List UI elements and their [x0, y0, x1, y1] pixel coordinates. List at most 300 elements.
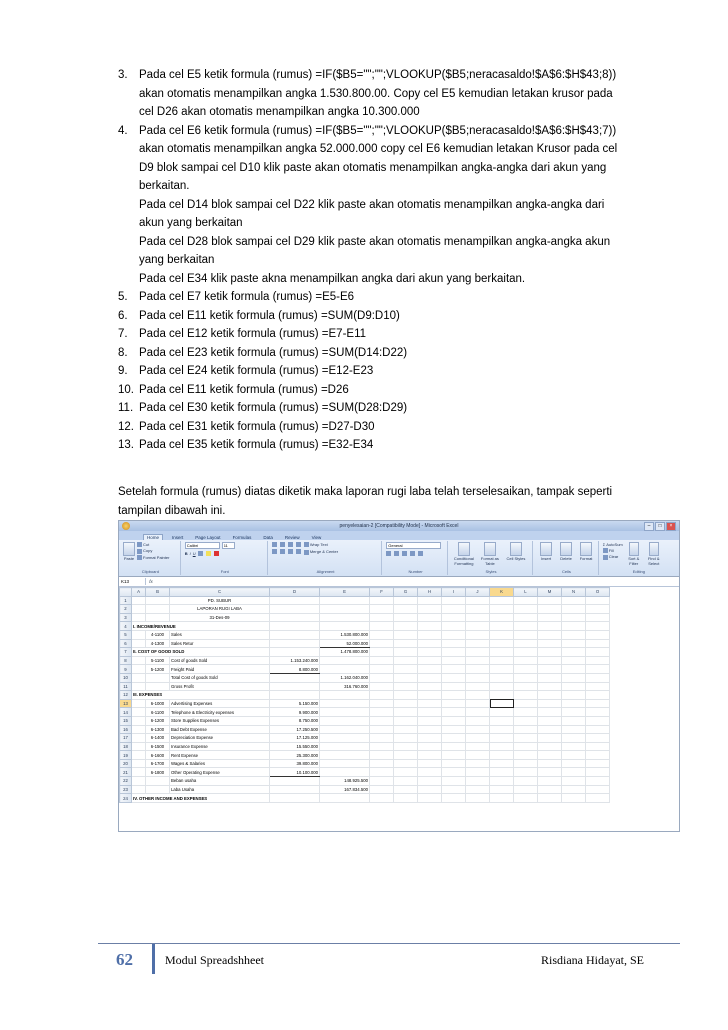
cell[interactable] [442, 768, 466, 777]
cell[interactable] [442, 716, 466, 725]
cell[interactable] [442, 734, 466, 743]
cell[interactable] [514, 794, 538, 803]
cell-amount-e[interactable]: 167.834.500 [320, 785, 370, 794]
cell[interactable] [514, 716, 538, 725]
cut-button[interactable] [137, 542, 169, 547]
cell[interactable] [490, 630, 514, 639]
tab-formulas[interactable]: Formulas [232, 535, 252, 540]
cell[interactable] [394, 794, 418, 803]
cell-amount-e[interactable] [320, 605, 370, 614]
cell[interactable] [490, 785, 514, 794]
cell[interactable] [132, 768, 146, 777]
cell[interactable] [418, 691, 442, 700]
cell-amount-d[interactable] [270, 785, 320, 794]
paste-button[interactable]: Paste [123, 556, 135, 561]
cell[interactable] [418, 734, 442, 743]
cell[interactable] [538, 716, 562, 725]
row-header[interactable]: 9 [120, 665, 132, 674]
comma-icon[interactable] [402, 551, 407, 556]
cell-amount-d[interactable] [270, 605, 320, 614]
cell[interactable] [538, 673, 562, 682]
cell-description[interactable]: Freight Paid [170, 665, 270, 674]
row-header[interactable]: 13 [120, 699, 132, 708]
cell[interactable] [370, 605, 394, 614]
cell[interactable] [586, 785, 610, 794]
cell[interactable] [586, 613, 610, 622]
cell-amount-d[interactable]: 25.300.000 [270, 751, 320, 760]
cell-account-code[interactable]: 4-1100 [146, 630, 170, 639]
cell[interactable] [586, 673, 610, 682]
cell[interactable] [538, 639, 562, 648]
cell[interactable] [394, 596, 418, 605]
column-header-m[interactable]: M [538, 588, 562, 597]
cell[interactable] [490, 656, 514, 665]
cell[interactable] [442, 630, 466, 639]
cell-account-code[interactable]: 5-1100 [146, 656, 170, 665]
cell[interactable] [370, 734, 394, 743]
row-header[interactable]: 1 [120, 596, 132, 605]
cell[interactable] [442, 656, 466, 665]
cell[interactable] [562, 682, 586, 691]
cell[interactable] [132, 751, 146, 760]
cell[interactable] [466, 613, 490, 622]
cell[interactable] [442, 725, 466, 734]
cell[interactable] [132, 596, 146, 605]
cell-amount-e[interactable] [320, 622, 370, 631]
cell-amount-e[interactable] [320, 613, 370, 622]
cell[interactable] [418, 751, 442, 760]
increase-decimal-icon[interactable] [410, 551, 415, 556]
conditional-formatting-button[interactable]: Conditional Formatting [453, 556, 474, 566]
cell-account-code[interactable]: 6-1500 [146, 742, 170, 751]
cell[interactable] [466, 794, 490, 803]
cell-amount-e[interactable] [320, 742, 370, 751]
cell[interactable] [514, 785, 538, 794]
cell-amount-d[interactable] [270, 630, 320, 639]
cell[interactable] [490, 777, 514, 786]
wrap-text-button[interactable] [304, 542, 328, 547]
cell[interactable] [466, 673, 490, 682]
cell-description[interactable]: Rent Expense [170, 751, 270, 760]
format-as-table-button[interactable]: Format as Table [480, 556, 499, 566]
cell[interactable] [538, 785, 562, 794]
select-all-corner[interactable] [120, 588, 132, 597]
cell[interactable] [514, 673, 538, 682]
cell-description[interactable]: Gross Profit [170, 682, 270, 691]
cell-account-code[interactable]: 5-1200 [146, 665, 170, 674]
cell[interactable] [514, 759, 538, 768]
cell[interactable] [490, 596, 514, 605]
cell[interactable] [418, 673, 442, 682]
row-header[interactable]: 24 [120, 794, 132, 803]
cell[interactable] [538, 699, 562, 708]
cell[interactable] [490, 725, 514, 734]
italic-button[interactable]: I [189, 551, 191, 556]
column-header-e[interactable]: E [320, 588, 370, 597]
cell-description[interactable]: Other Operating Expense [170, 768, 270, 777]
cell-amount-e[interactable] [320, 699, 370, 708]
cell[interactable] [586, 742, 610, 751]
cell-description[interactable]: LAPORAN RUGI LABA [170, 605, 270, 614]
cell[interactable] [466, 648, 490, 657]
cell[interactable] [466, 596, 490, 605]
cell[interactable] [370, 768, 394, 777]
cell[interactable] [442, 794, 466, 803]
cell[interactable] [490, 673, 514, 682]
row-header[interactable]: 18 [120, 742, 132, 751]
sort-filter-button[interactable]: Sort & Filter [628, 556, 640, 566]
cell[interactable] [442, 682, 466, 691]
cell[interactable] [418, 699, 442, 708]
cell[interactable] [562, 768, 586, 777]
cell[interactable] [562, 751, 586, 760]
row-header[interactable]: 6 [120, 639, 132, 648]
cell[interactable] [538, 656, 562, 665]
cell[interactable] [418, 777, 442, 786]
minimize-icon[interactable]: – [644, 522, 654, 531]
cell[interactable] [370, 656, 394, 665]
row-header[interactable]: 22 [120, 777, 132, 786]
cell[interactable] [370, 639, 394, 648]
cell[interactable] [370, 759, 394, 768]
cell[interactable] [514, 639, 538, 648]
cell[interactable] [442, 622, 466, 631]
cell-amount-d[interactable]: 5.150.000 [270, 699, 320, 708]
border-icon[interactable] [198, 551, 203, 556]
font-size-select[interactable]: 11 [222, 542, 235, 549]
cell[interactable] [370, 630, 394, 639]
fx-icon[interactable]: fx [149, 579, 153, 584]
cell-account-code[interactable]: 6-1200 [146, 716, 170, 725]
cell-description[interactable]: PD. SUBUR [170, 596, 270, 605]
delete-cells-button[interactable]: Delete [560, 556, 572, 561]
cell[interactable] [394, 682, 418, 691]
cell[interactable] [466, 605, 490, 614]
cell-amount-d[interactable]: 17.250.500 [270, 725, 320, 734]
cell[interactable] [394, 613, 418, 622]
cell[interactable] [490, 682, 514, 691]
cell[interactable] [466, 656, 490, 665]
cell[interactable] [394, 751, 418, 760]
cell-description[interactable]: Sales Retur [170, 639, 270, 648]
cell-account-code[interactable] [146, 673, 170, 682]
cell[interactable] [370, 682, 394, 691]
cell[interactable] [418, 613, 442, 622]
cell[interactable] [514, 708, 538, 717]
cell[interactable] [466, 630, 490, 639]
cell[interactable] [394, 656, 418, 665]
font-name-select[interactable]: Calibri [185, 542, 220, 549]
cell[interactable] [490, 613, 514, 622]
cell[interactable] [132, 777, 146, 786]
insert-cells-icon[interactable] [540, 542, 552, 556]
row-header[interactable]: 15 [120, 716, 132, 725]
cell-amount-d[interactable] [270, 596, 320, 605]
cell-amount-e[interactable] [320, 656, 370, 665]
close-icon[interactable]: × [666, 522, 676, 531]
bold-button[interactable]: B [184, 551, 188, 556]
cell[interactable] [514, 613, 538, 622]
cell[interactable] [586, 759, 610, 768]
cell[interactable] [370, 785, 394, 794]
cell[interactable] [370, 622, 394, 631]
cell[interactable] [586, 699, 610, 708]
cell[interactable] [394, 622, 418, 631]
cell-amount-e[interactable] [320, 734, 370, 743]
cell[interactable] [538, 605, 562, 614]
cell-description[interactable]: Sales [170, 630, 270, 639]
cell-amount-e[interactable]: 1.530.800.000 [320, 630, 370, 639]
clear-button[interactable] [603, 554, 623, 559]
cell-amount-d[interactable]: 15.550.000 [270, 742, 320, 751]
cell[interactable] [418, 596, 442, 605]
column-header-f[interactable]: F [370, 588, 394, 597]
cell[interactable] [418, 785, 442, 794]
cell[interactable] [418, 656, 442, 665]
cell[interactable] [586, 734, 610, 743]
cell-account-code[interactable]: 6-1300 [146, 725, 170, 734]
cell[interactable] [370, 777, 394, 786]
cell[interactable] [466, 699, 490, 708]
cell[interactable] [442, 673, 466, 682]
cell-account-code[interactable] [146, 682, 170, 691]
cell[interactable] [418, 622, 442, 631]
cell[interactable] [442, 785, 466, 794]
cell-amount-d[interactable]: 8.750.000 [270, 716, 320, 725]
cell[interactable] [514, 768, 538, 777]
cell[interactable] [418, 708, 442, 717]
tab-review[interactable]: Review [284, 535, 300, 540]
column-header-l[interactable]: L [514, 588, 538, 597]
cell[interactable] [514, 630, 538, 639]
cell-amount-e[interactable]: 148.925.500 [320, 777, 370, 786]
cell[interactable] [466, 691, 490, 700]
cell-amount-e[interactable] [320, 725, 370, 734]
cell[interactable] [418, 759, 442, 768]
cell-description[interactable]: Total Cost of goods Sold [170, 673, 270, 682]
cell[interactable] [586, 622, 610, 631]
row-header[interactable]: 23 [120, 785, 132, 794]
cell[interactable] [442, 751, 466, 760]
cell-amount-d[interactable]: 10.100.000 [270, 768, 320, 777]
cell[interactable] [466, 759, 490, 768]
font-color-icon[interactable] [214, 551, 219, 556]
cell[interactable] [466, 716, 490, 725]
cell[interactable] [132, 613, 146, 622]
cell[interactable] [514, 622, 538, 631]
cell[interactable] [442, 639, 466, 648]
column-header-j[interactable]: J [466, 588, 490, 597]
currency-icon[interactable] [386, 551, 391, 556]
row-header[interactable]: 20 [120, 759, 132, 768]
cell[interactable] [586, 794, 610, 803]
cell[interactable] [514, 656, 538, 665]
insert-cells-button[interactable]: Insert [541, 556, 552, 561]
cell[interactable] [394, 639, 418, 648]
cell[interactable] [562, 708, 586, 717]
cell[interactable] [394, 742, 418, 751]
cell[interactable] [370, 725, 394, 734]
cell-amount-d[interactable]: 8.800.000 [270, 665, 320, 674]
cell[interactable] [418, 716, 442, 725]
cell[interactable] [394, 665, 418, 674]
cell[interactable] [586, 605, 610, 614]
cell[interactable] [442, 742, 466, 751]
cell[interactable] [514, 725, 538, 734]
cell[interactable] [466, 682, 490, 691]
format-cells-button[interactable]: Format [579, 556, 593, 561]
cell[interactable] [394, 648, 418, 657]
cell-amount-e[interactable]: 316.760.000 [320, 682, 370, 691]
cell-amount-d[interactable]: 9.900.000 [270, 708, 320, 717]
cell[interactable] [132, 673, 146, 682]
cell[interactable] [538, 734, 562, 743]
cell[interactable] [538, 630, 562, 639]
cell[interactable] [586, 708, 610, 717]
decrease-decimal-icon[interactable] [418, 551, 423, 556]
cell[interactable] [538, 708, 562, 717]
cell[interactable] [370, 613, 394, 622]
cell[interactable] [418, 725, 442, 734]
cell-description[interactable]: Insurance Expense [170, 742, 270, 751]
column-header-g[interactable]: G [394, 588, 418, 597]
cell-account-code[interactable]: 6-1600 [146, 751, 170, 760]
tab-view[interactable]: View [311, 535, 322, 540]
cell[interactable] [466, 777, 490, 786]
cell[interactable] [490, 734, 514, 743]
format-table-icon[interactable] [484, 542, 496, 556]
cell[interactable] [490, 708, 514, 717]
align-middle-icon[interactable] [280, 542, 285, 547]
cell[interactable] [132, 682, 146, 691]
format-cells-icon[interactable] [580, 542, 592, 556]
cell[interactable] [490, 665, 514, 674]
cell[interactable] [490, 742, 514, 751]
orientation-icon[interactable] [296, 542, 301, 547]
cell[interactable] [466, 639, 490, 648]
align-top-icon[interactable] [272, 542, 277, 547]
cell-amount-d[interactable] [270, 682, 320, 691]
cell[interactable] [442, 759, 466, 768]
copy-button[interactable] [137, 548, 169, 553]
underline-button[interactable]: U [192, 551, 196, 556]
cell[interactable] [418, 742, 442, 751]
align-right-icon[interactable] [288, 549, 293, 554]
cell-account-code[interactable] [146, 785, 170, 794]
cell[interactable] [466, 768, 490, 777]
cell-account-code[interactable]: 6-1700 [146, 759, 170, 768]
cell[interactable] [586, 777, 610, 786]
align-left-icon[interactable] [272, 549, 277, 554]
cell-account-code[interactable]: 6-1100 [146, 708, 170, 717]
cell[interactable] [394, 605, 418, 614]
cell[interactable] [442, 648, 466, 657]
row-header[interactable]: 2 [120, 605, 132, 614]
cell[interactable] [538, 648, 562, 657]
cell[interactable] [132, 699, 146, 708]
cell[interactable] [562, 596, 586, 605]
cell[interactable] [490, 691, 514, 700]
cell[interactable] [562, 639, 586, 648]
row-header[interactable]: 11 [120, 682, 132, 691]
cell[interactable] [466, 665, 490, 674]
cell[interactable] [490, 648, 514, 657]
cell[interactable] [514, 742, 538, 751]
cell[interactable] [418, 605, 442, 614]
cell[interactable] [538, 751, 562, 760]
row-header[interactable]: 4 [120, 622, 132, 631]
cell-styles-icon[interactable] [510, 542, 522, 556]
cell-amount-d[interactable] [270, 777, 320, 786]
cell[interactable] [370, 751, 394, 760]
cell[interactable] [538, 768, 562, 777]
cell[interactable] [490, 759, 514, 768]
tab-page-layout[interactable]: Page Layout [195, 535, 221, 540]
cell-description[interactable]: Beban usaha [170, 777, 270, 786]
cell[interactable] [538, 725, 562, 734]
cell[interactable] [562, 656, 586, 665]
cell[interactable] [538, 742, 562, 751]
row-header[interactable]: 16 [120, 725, 132, 734]
cell[interactable] [394, 630, 418, 639]
cell-account-code[interactable]: 4-1300 [146, 639, 170, 648]
cell-account-code[interactable] [146, 777, 170, 786]
cell[interactable] [514, 734, 538, 743]
cell[interactable] [466, 725, 490, 734]
cell[interactable] [370, 648, 394, 657]
align-bottom-icon[interactable] [288, 542, 293, 547]
format-painter-button[interactable] [137, 555, 169, 560]
cell[interactable] [418, 648, 442, 657]
tab-insert[interactable]: Insert [172, 535, 184, 540]
conditional-formatting-icon[interactable] [458, 542, 470, 556]
cell[interactable] [490, 699, 514, 708]
cell[interactable] [418, 639, 442, 648]
cell[interactable] [394, 691, 418, 700]
cell-account-code[interactable]: 6-1000 [146, 699, 170, 708]
cell[interactable] [562, 759, 586, 768]
number-format-select[interactable]: General [386, 542, 441, 549]
cell[interactable] [466, 734, 490, 743]
cell-amount-e[interactable] [320, 716, 370, 725]
cell[interactable] [562, 734, 586, 743]
cell[interactable] [394, 768, 418, 777]
cell-description[interactable]: Telephone & Electricity expenses [170, 708, 270, 717]
find-select-button[interactable]: Find & Select [647, 556, 660, 566]
row-header[interactable]: 8 [120, 656, 132, 665]
column-header-i[interactable]: I [442, 588, 466, 597]
cell[interactable] [538, 596, 562, 605]
cell[interactable] [466, 742, 490, 751]
cell-account-code[interactable] [146, 605, 170, 614]
cell-amount-e[interactable]: 52.000.000 [320, 639, 370, 648]
cell[interactable] [490, 716, 514, 725]
column-header-d[interactable]: D [270, 588, 320, 597]
column-header-o[interactable]: O [586, 588, 610, 597]
cell[interactable] [132, 639, 146, 648]
cell[interactable] [442, 613, 466, 622]
cell-account-code[interactable] [146, 596, 170, 605]
cell-amount-d[interactable] [270, 673, 320, 682]
row-header[interactable]: 21 [120, 768, 132, 777]
cell[interactable] [442, 605, 466, 614]
cell[interactable] [586, 639, 610, 648]
cell[interactable] [394, 716, 418, 725]
cell[interactable] [442, 691, 466, 700]
cell[interactable] [132, 605, 146, 614]
column-header-n[interactable]: N [562, 588, 586, 597]
binoculars-icon[interactable] [649, 542, 659, 556]
